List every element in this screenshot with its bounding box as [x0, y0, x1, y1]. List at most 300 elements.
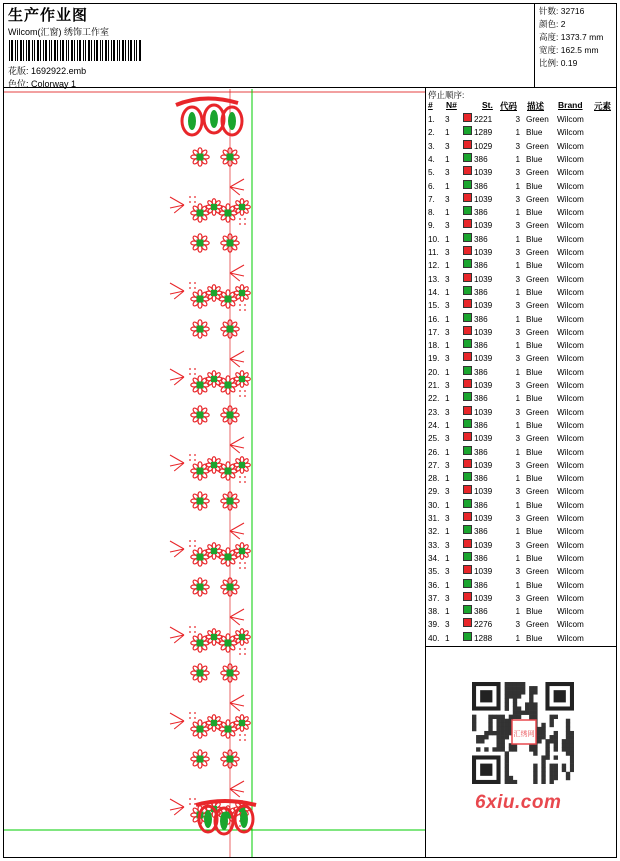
row-brand: Wilcom: [557, 141, 584, 151]
stitch-dot: [189, 201, 191, 203]
row-needle: 1: [445, 527, 450, 537]
thread-color-swatch: [463, 273, 472, 282]
row-needle: 3: [445, 434, 450, 444]
row-stitches: 1039: [474, 354, 493, 364]
stitch-dot: [189, 717, 191, 719]
stop-sequence-header: [426, 100, 618, 112]
stitch-dot: [244, 223, 246, 225]
row-stitches: 1039: [474, 274, 493, 284]
thread-color-swatch: [463, 339, 472, 348]
row-index: 40.: [428, 633, 440, 643]
design-file: [8, 64, 86, 77]
sequence-row: [426, 592, 618, 605]
sequence-row: [426, 472, 618, 485]
row-description: Blue: [526, 261, 543, 271]
stitch-dot: [244, 734, 246, 736]
row-index: 31.: [428, 514, 440, 523]
row-index: 19.: [428, 354, 440, 364]
row-index: 1.: [428, 115, 435, 124]
stitch-dot: [194, 201, 196, 203]
flower-center: [197, 296, 204, 303]
row-description: Blue: [526, 394, 543, 404]
row-needle: 1: [445, 633, 450, 643]
row-stitches: 386: [474, 500, 488, 510]
sequence-row: [426, 126, 618, 139]
colors-value: 2: [560, 19, 566, 29]
stitch-dot: [194, 545, 196, 547]
flower-center: [227, 326, 234, 333]
row-index: 2.: [428, 128, 435, 138]
stitch-dot: [189, 631, 191, 633]
thread-color-swatch: [463, 153, 472, 162]
row-code: 1: [515, 341, 520, 351]
leaf-sprig: [170, 799, 184, 815]
sequence-row: [426, 259, 618, 272]
sequence-row: [426, 180, 618, 193]
leaf-sprig: [170, 455, 184, 471]
sequence-row: [426, 605, 618, 618]
row-code: 1: [515, 527, 520, 537]
stitch-dot: [244, 562, 246, 564]
flower-center: [225, 468, 232, 475]
row-description: Blue: [526, 208, 543, 218]
stitch-dot: [239, 223, 241, 225]
row-stitches: 386: [474, 261, 488, 271]
row-code: 1: [515, 394, 520, 404]
row-index: 5.: [428, 168, 435, 178]
row-brand: Wilcom: [557, 474, 584, 484]
design-stats: [534, 3, 617, 88]
row-stitches: 1039: [474, 194, 493, 204]
row-description: Blue: [526, 341, 543, 351]
sequence-row: [426, 446, 618, 459]
flower-center: [197, 756, 204, 763]
thread-color-swatch: [463, 512, 472, 521]
flower-center: [239, 290, 245, 296]
page-title: 生产作业图: [8, 7, 89, 24]
qr-code-image: [472, 682, 574, 784]
col-brand: Brand: [558, 100, 583, 110]
sequence-row: [426, 273, 618, 286]
stitch-dot: [189, 712, 191, 714]
stitch-dot: [194, 368, 196, 370]
row-brand: Wilcom: [557, 553, 584, 563]
row-description: Blue: [526, 607, 543, 617]
row-index: 7.: [428, 194, 435, 204]
row-brand: Wilcom: [557, 620, 584, 630]
colorway-label: 色位:: [8, 79, 29, 89]
row-needle: 3: [445, 567, 450, 577]
width-stat: [539, 44, 599, 56]
stitch-dot: [189, 373, 191, 375]
row-stitches: 1029: [474, 141, 493, 151]
thread-color-swatch: [463, 592, 472, 601]
row-stitches: 386: [474, 234, 488, 244]
flower-center: [239, 376, 245, 382]
sequence-row: [426, 459, 618, 472]
filename-label: 花版:: [8, 66, 29, 76]
thread-color-swatch: [463, 485, 472, 494]
row-brand: Wilcom: [557, 567, 584, 577]
flower-center: [197, 640, 204, 647]
stitch-dot: [239, 476, 241, 478]
col-needle: N#: [446, 100, 457, 110]
stitch-dot: [194, 712, 196, 714]
thread-color-swatch: [463, 472, 472, 481]
thread-color-swatch: [463, 565, 472, 574]
row-description: Blue: [526, 154, 543, 164]
flower-center: [197, 382, 204, 389]
leaf-sprig: [230, 265, 244, 281]
thread-color-swatch: [463, 552, 472, 561]
row-description: Blue: [526, 287, 543, 297]
row-brand: Wilcom: [557, 487, 584, 497]
scale-value: 0.19: [560, 58, 578, 68]
row-stitches: 2221: [474, 115, 493, 124]
row-needle: 1: [445, 208, 450, 218]
row-stitches: 1039: [474, 540, 493, 550]
sequence-row: [426, 246, 618, 259]
row-index: 25.: [428, 434, 440, 444]
row-needle: 3: [445, 407, 450, 417]
row-description: Green: [526, 593, 549, 603]
bottom-cluster-arc: [196, 801, 256, 805]
row-stitches: 2276: [474, 620, 493, 630]
row-brand: Wilcom: [557, 434, 584, 444]
stitch-dot: [239, 562, 241, 564]
row-stitches: 1039: [474, 381, 493, 390]
flower-center: [227, 498, 234, 505]
stitch-dot: [189, 287, 191, 289]
design-preview: [4, 89, 425, 857]
sequence-row: [426, 219, 618, 232]
thread-color-swatch: [463, 233, 472, 242]
thread-color-swatch: [463, 180, 472, 189]
flower-center: [197, 498, 204, 505]
thread-color-swatch: [463, 166, 472, 175]
stitch-dot: [194, 540, 196, 542]
row-brand: Wilcom: [557, 128, 584, 138]
row-brand: Wilcom: [557, 607, 584, 617]
row-needle: 1: [445, 154, 450, 164]
thread-color-swatch: [463, 366, 472, 375]
stitch-dot: [189, 454, 191, 456]
row-needle: 3: [445, 221, 450, 231]
row-stitches: 386: [474, 474, 488, 484]
row-description: Green: [526, 514, 549, 523]
row-index: 22.: [428, 394, 440, 404]
stitch-dot: [189, 798, 191, 800]
row-index: 16.: [428, 314, 440, 324]
row-brand: Wilcom: [557, 460, 584, 470]
row-index: 38.: [428, 607, 440, 617]
sequence-row: [426, 579, 618, 592]
row-description: Green: [526, 248, 549, 257]
row-description: Blue: [526, 633, 543, 643]
flower-center: [227, 412, 234, 419]
row-needle: 1: [445, 500, 450, 510]
stitch-dot: [239, 653, 241, 655]
row-needle: 3: [445, 248, 450, 257]
sequence-row: [426, 512, 618, 525]
row-brand: Wilcom: [557, 354, 584, 364]
stitches-label: 针数:: [539, 6, 559, 16]
stitch-dot: [239, 734, 241, 736]
sequence-row: [426, 166, 618, 179]
row-brand: Wilcom: [557, 593, 584, 603]
thread-color-swatch: [463, 499, 472, 508]
row-needle: 3: [445, 327, 450, 337]
sequence-row: [426, 206, 618, 219]
height-value: 1373.7 mm: [560, 32, 604, 42]
row-index: 6.: [428, 181, 435, 191]
row-needle: 3: [445, 354, 450, 364]
thread-color-swatch: [463, 525, 472, 534]
row-description: Green: [526, 327, 549, 337]
scale-label: 比例:: [539, 58, 559, 68]
row-stitches: 386: [474, 181, 488, 191]
row-index: 17.: [428, 327, 440, 337]
thread-color-swatch: [463, 446, 472, 455]
flower-center: [211, 462, 217, 468]
row-index: 39.: [428, 620, 440, 630]
row-code: 3: [515, 327, 520, 337]
flower-center: [197, 154, 204, 161]
colors-label: 颜色:: [539, 19, 559, 29]
row-brand: Wilcom: [557, 580, 584, 590]
row-code: 3: [515, 460, 520, 470]
row-stitches: 1039: [474, 487, 493, 497]
sequence-row: [426, 140, 618, 153]
thread-color-swatch: [463, 579, 472, 588]
leaf-sprig: [230, 609, 244, 625]
stitch-dot: [239, 648, 241, 650]
row-needle: 1: [445, 314, 450, 324]
row-needle: 1: [445, 367, 450, 377]
stitch-dot: [244, 567, 246, 569]
stitch-dot: [194, 282, 196, 284]
stitch-dot: [244, 309, 246, 311]
flower-center: [197, 412, 204, 419]
row-index: 13.: [428, 274, 440, 284]
row-needle: 1: [445, 394, 450, 404]
row-stitches: 1039: [474, 407, 493, 417]
width-value: 162.5 mm: [560, 45, 599, 55]
company-name: Wilcom(汇窗) 绣饰工作室: [8, 27, 109, 37]
flower-center: [227, 154, 234, 161]
row-code: 3: [515, 301, 520, 311]
sequence-row: [426, 299, 618, 312]
height-label: 高度:: [539, 32, 559, 42]
row-stitches: 1039: [474, 327, 493, 337]
flower-center: [239, 634, 245, 640]
stitch-dot: [239, 481, 241, 483]
stitch-dot: [239, 395, 241, 397]
row-description: Blue: [526, 420, 543, 430]
leaf-sprig: [230, 351, 244, 367]
colorway-value: Colorway 1: [31, 79, 77, 89]
row-code: 3: [515, 168, 520, 178]
row-needle: 1: [445, 607, 450, 617]
flower-center: [225, 726, 232, 733]
sequence-row: [426, 392, 618, 405]
row-code: 3: [515, 434, 520, 444]
row-stitches: 386: [474, 420, 488, 430]
worksheet-header: [3, 3, 538, 88]
row-code: 3: [515, 487, 520, 497]
row-code: 3: [515, 593, 520, 603]
row-code: 1: [515, 314, 520, 324]
row-code: 3: [515, 407, 520, 417]
stitch-dot: [244, 218, 246, 220]
row-stitches: 386: [474, 607, 488, 617]
stitch-dot: [194, 459, 196, 461]
row-code: 1: [515, 367, 520, 377]
row-needle: 3: [445, 487, 450, 497]
thread-color-swatch: [463, 140, 472, 149]
row-index: 28.: [428, 474, 440, 484]
row-code: 3: [515, 221, 520, 231]
row-index: 34.: [428, 553, 440, 563]
flower-center: [197, 326, 204, 333]
sequence-row: [426, 499, 618, 512]
sequence-row: [426, 485, 618, 498]
row-needle: 1: [445, 553, 450, 563]
row-needle: 3: [445, 115, 450, 124]
thread-color-swatch: [463, 618, 472, 627]
row-needle: 1: [445, 420, 450, 430]
row-code: 1: [515, 234, 520, 244]
flower-center: [239, 462, 245, 468]
stitch-dot: [239, 390, 241, 392]
row-description: Blue: [526, 367, 543, 377]
flower-center: [239, 720, 245, 726]
row-needle: 1: [445, 234, 450, 244]
leaf-sprig: [170, 369, 184, 385]
row-brand: Wilcom: [557, 248, 584, 257]
row-description: Green: [526, 460, 549, 470]
row-brand: Wilcom: [557, 261, 584, 271]
sequence-row: [426, 326, 618, 339]
stitch-dot: [239, 309, 241, 311]
top-cluster-center: [188, 112, 196, 130]
sequence-row: [426, 366, 618, 379]
row-description: Blue: [526, 234, 543, 244]
row-description: Green: [526, 221, 549, 231]
row-code: 3: [515, 248, 520, 257]
site-logo: 6xiu.com: [475, 792, 562, 813]
row-description: Green: [526, 115, 549, 124]
row-needle: 1: [445, 128, 450, 138]
row-stitches: 1039: [474, 567, 493, 577]
sequence-row: [426, 565, 618, 578]
row-description: Green: [526, 407, 549, 417]
thread-color-swatch: [463, 246, 472, 255]
row-brand: Wilcom: [557, 115, 584, 124]
bottom-cluster-center: [204, 810, 212, 828]
thread-color-swatch: [463, 126, 472, 135]
row-code: 3: [515, 567, 520, 577]
top-cluster-center: [228, 112, 236, 130]
col-stitches: St.: [482, 100, 493, 110]
row-needle: 3: [445, 514, 450, 523]
row-description: Green: [526, 620, 549, 630]
leaf-sprig: [170, 197, 184, 213]
row-index: 3.: [428, 141, 435, 151]
row-needle: 3: [445, 141, 450, 151]
row-code: 1: [515, 154, 520, 164]
flower-center: [197, 468, 204, 475]
row-brand: Wilcom: [557, 514, 584, 523]
height-stat: [539, 31, 603, 43]
stitch-dot: [194, 454, 196, 456]
row-needle: 3: [445, 540, 450, 550]
row-index: 9.: [428, 221, 435, 231]
flower-center: [197, 670, 204, 677]
row-description: Blue: [526, 181, 543, 191]
row-description: Green: [526, 301, 549, 311]
col-description: 描述: [527, 101, 545, 111]
stitch-dot: [194, 373, 196, 375]
row-stitches: 386: [474, 394, 488, 404]
stitch-dot: [189, 626, 191, 628]
col-element: 元素: [594, 101, 612, 111]
flower-center: [211, 204, 217, 210]
sequence-row: [426, 379, 618, 392]
row-index: 26.: [428, 447, 440, 457]
row-brand: Wilcom: [557, 540, 584, 550]
thread-color-swatch: [463, 113, 472, 122]
row-brand: Wilcom: [557, 221, 584, 231]
thread-color-swatch: [463, 206, 472, 215]
sequence-row: [426, 113, 618, 126]
row-stitches: 1039: [474, 168, 493, 178]
row-code: 1: [515, 553, 520, 563]
row-index: 8.: [428, 208, 435, 218]
row-description: Green: [526, 381, 549, 390]
row-stitches: 386: [474, 208, 488, 218]
row-description: Blue: [526, 314, 543, 324]
row-description: Green: [526, 168, 549, 178]
row-brand: Wilcom: [557, 420, 584, 430]
row-code: 1: [515, 500, 520, 510]
stitch-dot: [244, 481, 246, 483]
row-brand: Wilcom: [557, 367, 584, 377]
thread-color-swatch: [463, 299, 472, 308]
thread-color-swatch: [463, 432, 472, 441]
row-needle: 3: [445, 593, 450, 603]
row-index: 11.: [428, 248, 439, 257]
row-brand: Wilcom: [557, 447, 584, 457]
sequence-row: [426, 432, 618, 445]
sequence-row: [426, 618, 618, 631]
row-description: Green: [526, 540, 549, 550]
stitch-dot: [239, 825, 241, 827]
row-description: Green: [526, 567, 549, 577]
sequence-row: [426, 339, 618, 352]
thread-color-swatch: [463, 539, 472, 548]
row-needle: 3: [445, 620, 450, 630]
row-index: 10.: [428, 234, 440, 244]
row-index: 36.: [428, 580, 440, 590]
stitch-dot: [189, 282, 191, 284]
stitch-dot: [239, 739, 241, 741]
row-brand: Wilcom: [557, 301, 584, 311]
sequence-row: [426, 153, 618, 166]
row-code: 1: [515, 181, 520, 191]
flower-center: [211, 376, 217, 382]
row-description: Blue: [526, 128, 543, 138]
